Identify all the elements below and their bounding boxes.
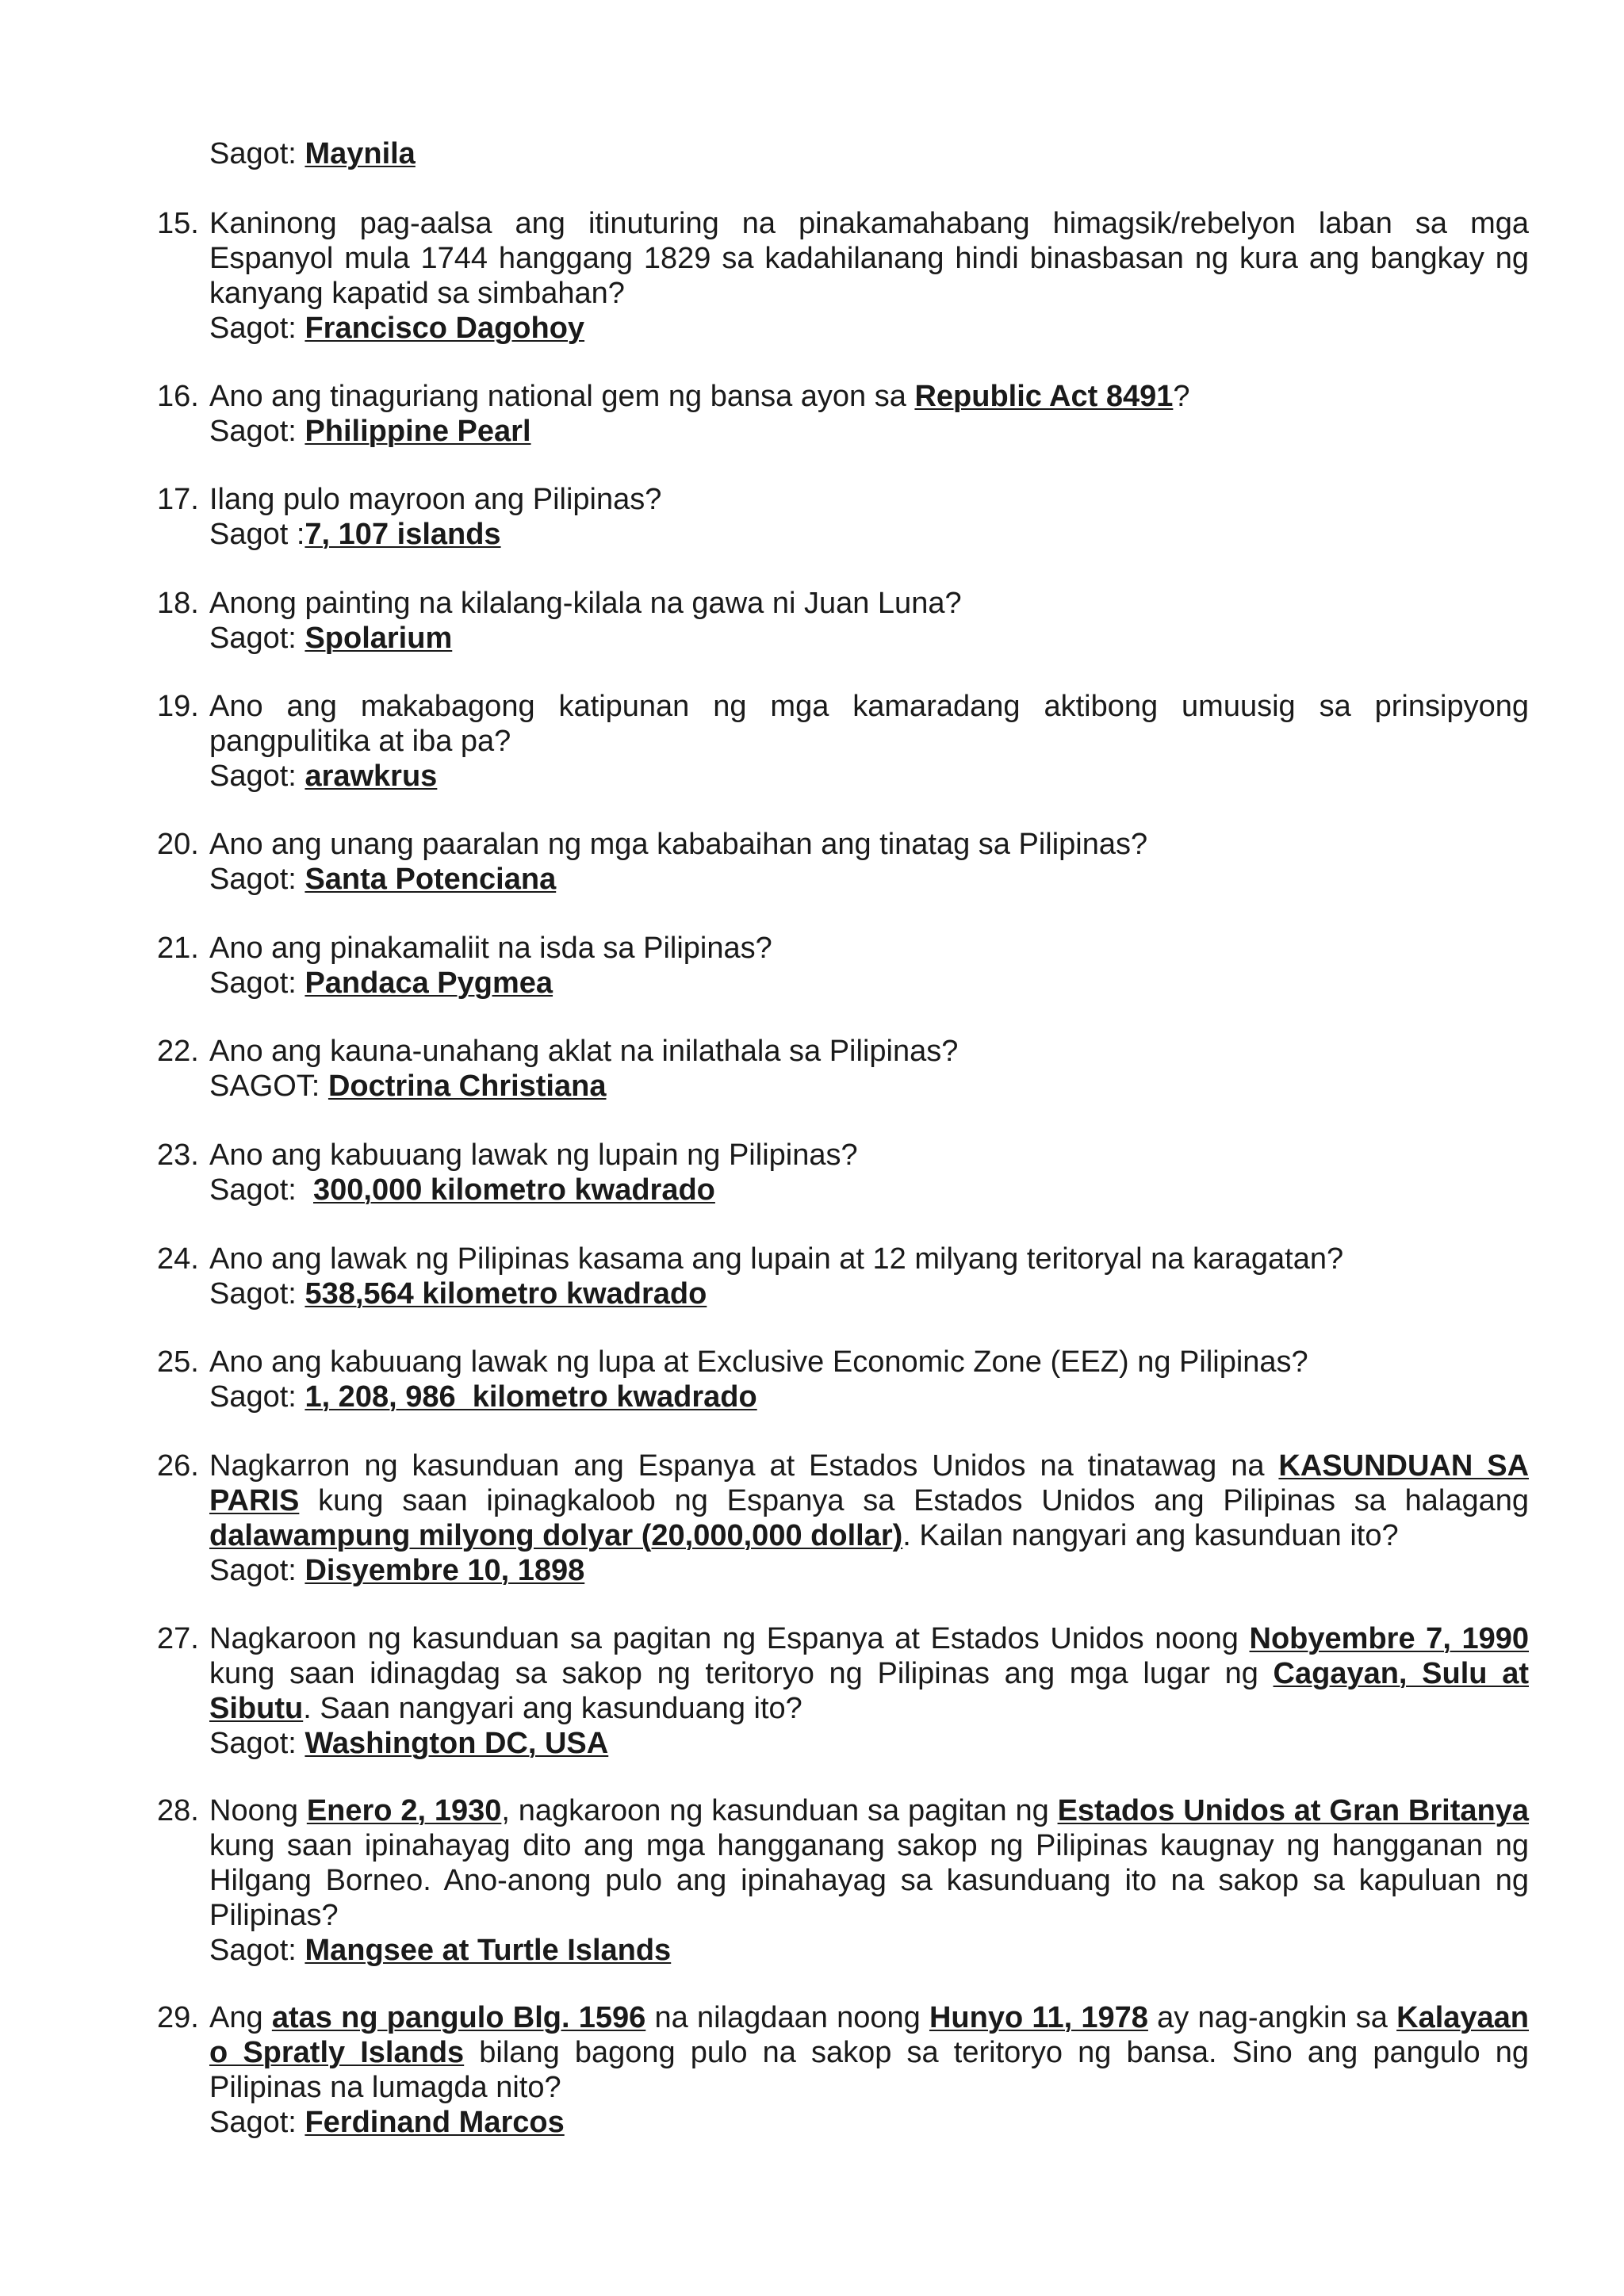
answer-label: Sagot: — [209, 137, 297, 170]
question-number: 22. — [157, 1035, 199, 1068]
answer-label: Sagot: — [209, 1727, 297, 1760]
emphasis: dalawampung milyong dolyar (20,000,000 dollar) — [209, 1519, 903, 1552]
answer-label: Sagot: — [209, 2106, 297, 2139]
answer-line — [209, 1380, 1529, 1414]
answer-line — [209, 1553, 1529, 1588]
question-text: Ano ang pinakamaliit na isda sa Pilipinas? — [209, 932, 772, 965]
answer-line — [209, 1069, 1529, 1104]
question-text: Ilang pulo mayroon ang Pilipinas? — [209, 483, 662, 516]
emphasis: Hunyo 11, 1978 — [929, 2001, 1148, 2034]
question-number: 18. — [157, 587, 199, 620]
question-number: 16. — [157, 380, 199, 413]
answer-line — [209, 621, 1529, 656]
question-number: 19. — [157, 690, 199, 723]
question-text: Ano ang kauna-unahang aklat na inilathala sa Pilipinas? — [209, 1035, 959, 1068]
question-item-21 — [157, 931, 1529, 1001]
question-number: 26. — [157, 1449, 199, 1483]
question-item-23 — [157, 1138, 1529, 1207]
answer-line — [209, 966, 1529, 1001]
answer-label: Sagot : — [209, 518, 305, 551]
question-text: Ano ang kabuuang lawak ng lupa at Exclusive Economic Zone (EEZ) ng Pilipinas? — [209, 1345, 1308, 1379]
emphasis: Kalayaan o Spratly Islands — [209, 2001, 1530, 2069]
question-number: 23. — [157, 1138, 199, 1172]
question-item-17 — [157, 482, 1529, 552]
answer-text: 1, 208, 986 kilometro kwadrado — [304, 1380, 757, 1414]
answer-label: Sagot: — [209, 415, 297, 448]
answer-text: Francisco Dagohoy — [304, 312, 585, 345]
answer-line — [209, 1173, 1529, 1207]
question-number: 15. — [157, 207, 199, 240]
emphasis: Republic Act 8491 — [914, 380, 1174, 413]
answer-text: arawkrus — [304, 760, 438, 793]
question-number: 20. — [157, 828, 199, 861]
answer-label: Sagot: — [209, 966, 297, 1000]
answer-line — [209, 311, 1529, 346]
question-item-26 — [157, 1448, 1529, 1588]
question-item-20 — [157, 827, 1529, 897]
question-number: 28. — [157, 1794, 199, 1827]
emphasis: Cagayan, Sulu at Sibutu — [209, 1657, 1529, 1725]
answer-label: Sagot: — [209, 312, 297, 345]
question-number: 17. — [157, 483, 199, 516]
question-item-27 — [157, 1621, 1529, 1761]
answer-text: 300,000 kilometro kwadrado — [313, 1173, 715, 1207]
answer-line — [209, 2105, 1529, 2140]
answer-line — [209, 517, 1529, 552]
answer-text: Ferdinand Marcos — [304, 2106, 565, 2139]
answer-text: Washington DC, USA — [304, 1727, 609, 1760]
emphasis: Estados Unidos at Gran Britanya — [1057, 1794, 1529, 1827]
emphasis: KASUNDUAN SA PARIS — [209, 1449, 1530, 1517]
answer-text: Maynila — [304, 137, 416, 170]
question-item-28 — [157, 1793, 1529, 1968]
answer-label: Sagot: — [209, 622, 297, 655]
answer-text: Philippine Pearl — [304, 415, 531, 448]
question-number: 21. — [157, 932, 199, 965]
question-text: Ano ang kabuuang lawak ng lupain ng Pilipinas? — [209, 1138, 858, 1172]
emphasis: Enero 2, 1930 — [306, 1794, 502, 1827]
answer-line — [209, 759, 1529, 794]
question-text: Nagkaroon ng kasunduan sa pagitan ng Espanya at Estados Unidos noong Nobyembre 7, 1990 kung saan idinagdag sa sakop ng teritoryo ng Pilipinas ang mga lugar ng Cagayan, Sulu at Sibutu. Saan nangyari ang kasunduang ito? — [209, 1622, 1529, 1725]
answer-text: Mangsee at Turtle Islands — [304, 1934, 672, 1967]
answer-line — [209, 862, 1529, 897]
answer-text: Spolarium — [304, 622, 453, 655]
question-text: Noong Enero 2, 1930, nagkaroon ng kasunduan sa pagitan ng Estados Unidos at Gran Britanya kung saan ipinahayag dito ang mga hangganang sakop ng Pilipinas kaugnay ng hangganan ng Hilgang Borneo. Ano-anong pulo ang ipinahayag sa kasunduang ito na sakop sa kapuluan ng Pilipinas? — [209, 1794, 1529, 1932]
answer-label: Sagot: — [209, 1934, 297, 1967]
question-text: Nagkarron ng kasunduan ang Espanya at Estados Unidos na tinatawag na KASUNDUAN SA PARIS kung saan ipinagkaloob ng Espanya sa Estados Unidos ang Pilipinas sa halagang dalawampung milyong dolyar (20,000,000 dollar). Kailan nangyari ang kasunduan ito? — [209, 1449, 1530, 1552]
answer-label: Sagot: — [209, 1277, 297, 1311]
answer-text: Disyembre 10, 1898 — [304, 1554, 585, 1587]
question-number: 24. — [157, 1242, 199, 1276]
answer-label: Sagot: — [209, 1173, 297, 1207]
answer-text: Santa Potenciana — [304, 863, 557, 896]
question-text: Ano ang makabagong katipunan ng mga kamaradang aktibong umuusig sa prinsipyong pangpulitika at iba pa? — [209, 690, 1529, 758]
question-text: Ang atas ng pangulo Blg. 1596 na nilagdaan noong Hunyo 11, 1978 ay nag-angkin sa Kalayaan o Spratly Islands bilang bagong pulo na sakop sa teritoryo ng bansa. Sino ang pangulo ng Pilipinas na lumagda nito? — [209, 2001, 1530, 2104]
question-item-15 — [157, 206, 1529, 346]
question-text: Ano ang tinaguriang national gem ng bansa ayon sa Republic Act 8491? — [209, 380, 1190, 413]
emphasis: atas ng pangulo Blg. 1596 — [271, 2001, 646, 2034]
answer-label: Sagot: — [209, 863, 297, 896]
question-item-16 — [157, 379, 1529, 449]
question-item-25 — [157, 1345, 1529, 1414]
answer-line — [209, 1726, 1529, 1761]
question-item-18 — [157, 586, 1529, 656]
question-text: Ano ang lawak ng Pilipinas kasama ang lupain at 12 milyang teritoryal na karagatan? — [209, 1242, 1344, 1276]
question-item-24 — [157, 1242, 1529, 1311]
question-text: Ano ang unang paaralan ng mga kababaihan ang tinatag sa Pilipinas? — [209, 828, 1148, 861]
answer-label: Sagot: — [209, 1380, 297, 1414]
question-number: 29. — [157, 2001, 199, 2034]
answer-label: Sagot: — [209, 1554, 297, 1587]
answer-line — [209, 1933, 1529, 1968]
answer-text: 7, 107 islands — [304, 518, 501, 551]
emphasis: Nobyembre 7, 1990 — [1249, 1622, 1529, 1655]
answer-line — [209, 414, 1529, 449]
question-item-19 — [157, 689, 1529, 794]
question-item-22 — [157, 1034, 1529, 1104]
question-text: Kaninong pag-aalsa ang itinuturing na pinakamahabang himagsik/rebelyon laban sa mga Espanyol mula 1744 hanggang 1829 sa kadahilanang hindi binasbasan ng kura ang bangkay ng kanyang kapatid sa simbahan? — [209, 207, 1529, 310]
question-text: Anong painting na kilalang-kilala na gawa ni Juan Luna? — [209, 587, 962, 620]
answer-label: Sagot: — [209, 760, 297, 793]
answer-text: 538,564 kilometro kwadrado — [304, 1277, 707, 1311]
answer-line-14 — [209, 136, 416, 171]
question-item-29 — [157, 2000, 1529, 2140]
answer-line — [209, 1276, 1529, 1311]
question-number: 27. — [157, 1622, 199, 1655]
answer-text: Pandaca Pygmea — [304, 966, 553, 1000]
question-number: 25. — [157, 1345, 199, 1379]
answer-label: SAGOT: — [209, 1070, 320, 1103]
answer-text: Doctrina Christiana — [327, 1070, 607, 1103]
